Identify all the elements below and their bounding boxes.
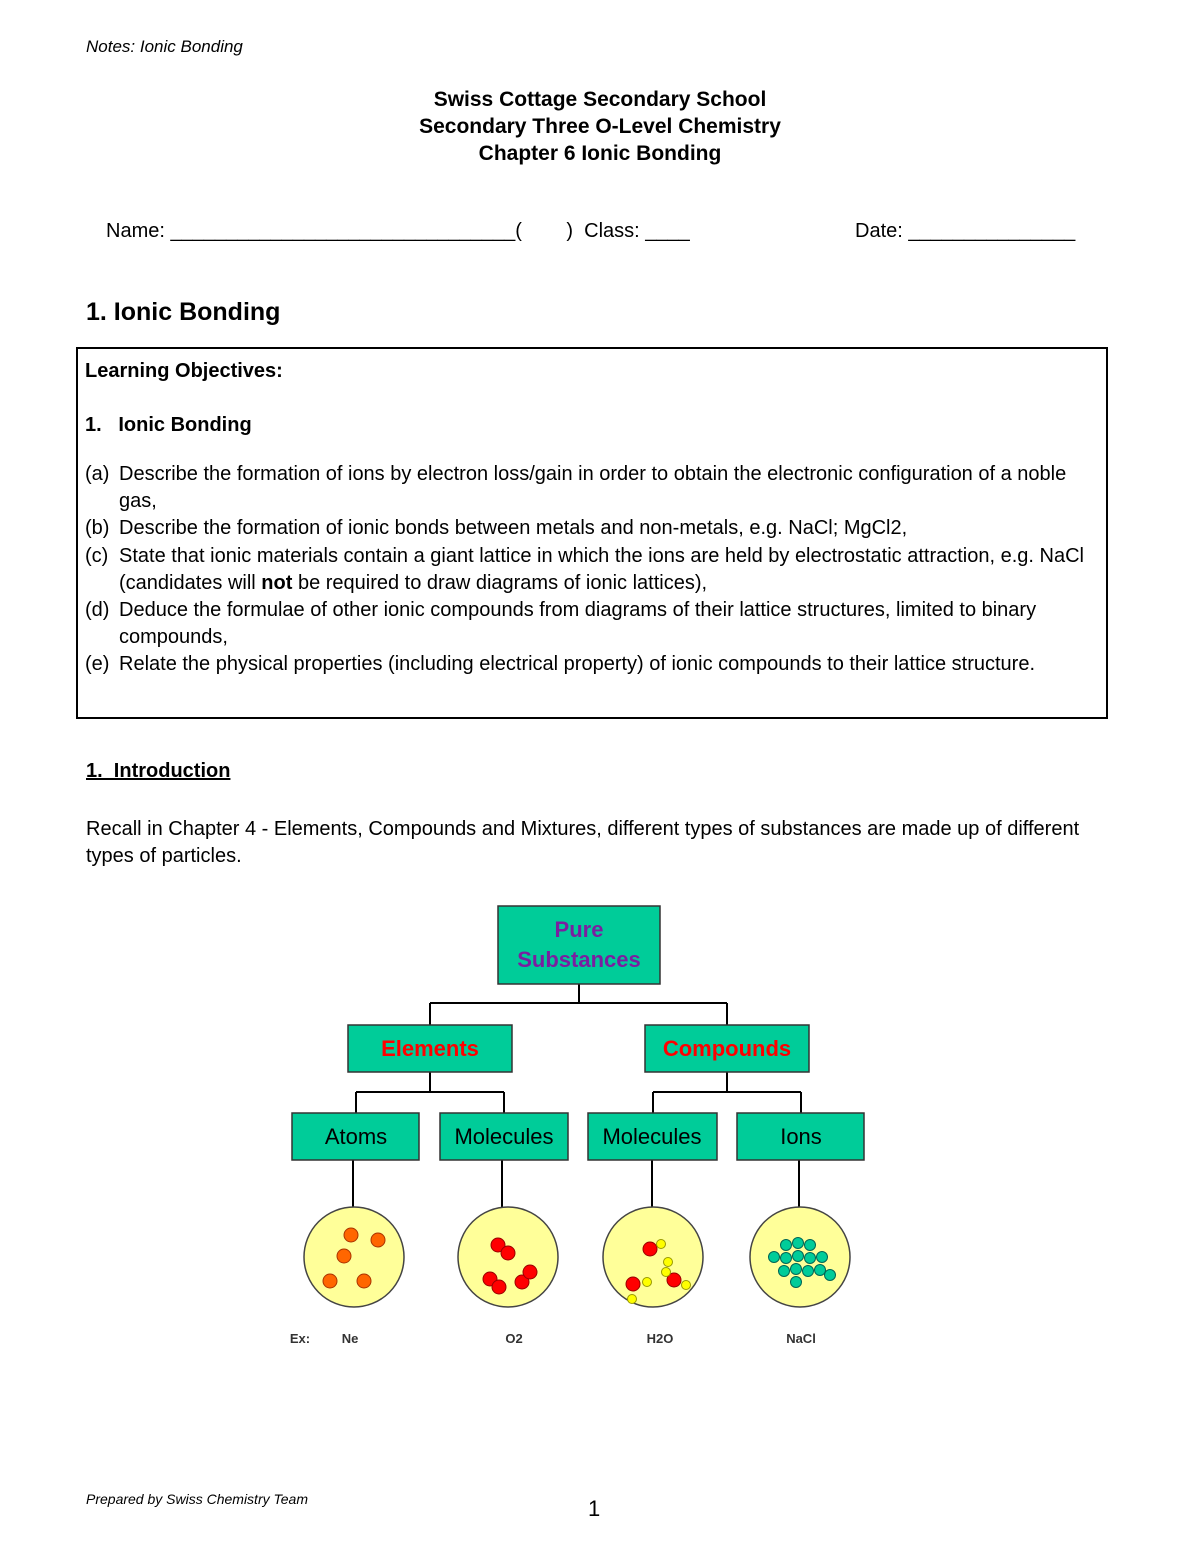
particle bbox=[805, 1253, 816, 1264]
particle bbox=[779, 1266, 790, 1277]
page-number: 1 bbox=[588, 1496, 601, 1521]
objective-label: (d) bbox=[85, 599, 110, 622]
particle bbox=[344, 1228, 358, 1242]
particle bbox=[371, 1233, 385, 1247]
chapter-title: Chapter 6 Ionic Bonding bbox=[478, 142, 722, 165]
particle bbox=[793, 1251, 804, 1262]
objective-label: (c) bbox=[85, 544, 109, 567]
introduction-text: Recall in Chapter 4 - Elements, Compounds and Mixtures, different types of substances are made up of different types of particles. bbox=[86, 818, 1080, 867]
particle bbox=[523, 1265, 537, 1279]
objective-text: Describe the formation of ions by electron loss/gain in order to obtain the electronic configuration of a noble gas, bbox=[119, 463, 1067, 513]
objective-label: (b) bbox=[85, 517, 110, 540]
particle bbox=[781, 1240, 792, 1251]
element-molecules-label: Molecules bbox=[454, 1124, 554, 1149]
example-neon: Ne bbox=[341, 1331, 359, 1346]
particle bbox=[791, 1277, 802, 1288]
pure-substances-label: Pure bbox=[554, 917, 604, 942]
particle bbox=[501, 1246, 515, 1260]
objective-label: (e) bbox=[85, 653, 110, 676]
course-name: Secondary Three O-Level Chemistry bbox=[419, 115, 781, 138]
example-prefix: Ex: bbox=[289, 1331, 311, 1346]
objective-text: be required to draw diagrams of ionic lattices), bbox=[292, 571, 708, 594]
objective-text: State that ionic materials contain a giant lattice in which the ions are held by electrostatic attraction, e.g. NaCl (candidates will bbox=[119, 544, 1084, 594]
school-name: Swiss Cottage Secondary School bbox=[433, 88, 767, 111]
elements-label: Elements bbox=[381, 1036, 479, 1061]
particle bbox=[793, 1238, 804, 1249]
particle bbox=[323, 1274, 337, 1288]
particle bbox=[682, 1281, 691, 1290]
objective-text: Describe the formation of ionic bonds between metals and non-metals, e.g. NaCl; MgCl2, bbox=[119, 517, 908, 540]
particle bbox=[643, 1278, 652, 1287]
particle bbox=[817, 1252, 828, 1263]
footer-credit: Prepared by Swiss Chemistry Team bbox=[86, 1491, 309, 1507]
pure-substances-label: Substances bbox=[517, 947, 641, 972]
date-field[interactable]: Date: _______________ bbox=[855, 220, 1076, 242]
particle bbox=[643, 1242, 657, 1256]
section-heading: 1. Ionic Bonding bbox=[86, 298, 281, 326]
particle bbox=[337, 1249, 351, 1263]
name-class-fields[interactable]: Name: _______________________________( ) Class: ____ bbox=[106, 220, 690, 242]
objectives-title: Learning Objectives: bbox=[85, 360, 283, 382]
objective-text: Relate the physical properties (including electrical property) of ionic compounds to their lattice structure. bbox=[119, 653, 1035, 676]
particle bbox=[803, 1266, 814, 1277]
particle bbox=[815, 1265, 826, 1276]
compound-molecules-label: Molecules bbox=[602, 1124, 702, 1149]
particle bbox=[825, 1270, 836, 1281]
atoms-label: Atoms bbox=[324, 1124, 388, 1149]
running-header: Notes: Ionic Bonding bbox=[86, 37, 243, 56]
introduction-heading: 1. Introduction bbox=[86, 760, 231, 782]
particle bbox=[626, 1277, 640, 1291]
particle bbox=[664, 1258, 673, 1267]
particle bbox=[492, 1280, 506, 1294]
objective-text: Deduce the formulae of other ionic compounds from diagrams of their lattice structures, limited to binary compounds, bbox=[119, 599, 1037, 649]
example-water: H2O bbox=[646, 1331, 674, 1346]
particle bbox=[657, 1240, 666, 1249]
compounds-label: Compounds bbox=[662, 1036, 792, 1061]
objective-label: (a) bbox=[85, 463, 110, 485]
particle bbox=[662, 1268, 671, 1277]
objectives-subheading: 1. Ionic Bonding bbox=[85, 414, 252, 436]
atoms-particle-circle bbox=[304, 1207, 404, 1307]
particle bbox=[791, 1264, 802, 1275]
example-oxygen: O2 bbox=[505, 1331, 523, 1346]
ions-label: Ions bbox=[780, 1124, 822, 1149]
particle bbox=[628, 1295, 637, 1304]
compound-molecules-particle-circle bbox=[603, 1207, 703, 1307]
particle bbox=[769, 1252, 780, 1263]
example-sodium-chloride: NaCl bbox=[786, 1331, 816, 1346]
particle bbox=[357, 1274, 371, 1288]
particle bbox=[805, 1240, 816, 1251]
objective-emphasis: not bbox=[261, 571, 293, 594]
particle bbox=[781, 1253, 792, 1264]
